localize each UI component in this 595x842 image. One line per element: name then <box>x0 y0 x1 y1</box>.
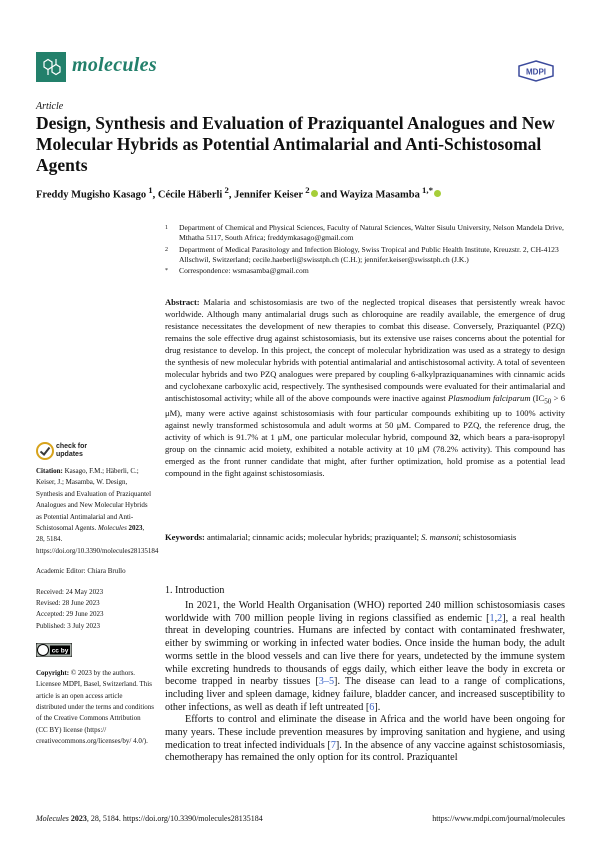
received-date: Received: 24 May 2023 <box>36 587 104 596</box>
reference-link[interactable]: 2 <box>497 612 503 624</box>
affiliation-item <box>165 245 565 266</box>
introduction-body <box>165 600 565 765</box>
orcid-icon[interactable] <box>434 190 441 197</box>
abstract: Abstract: Malaria and schistosomiasis are two of the neglected tropical diseases that persistently wreak havoc worldwide. Although many antimalarial drugs such as chloroquine are readily available, the emergence of drug resistance necessitates the development of new therapies to combat this disease. Conversely, Praziquantel (PZQ) remains the sole effective drug against schistosomiasis, but its extensive use raises concerns about the potential for drug resistance to develop. In this project, the concept of molecular hybridization was used as a strategy to design the synthesis of new molecular hybrids with potential antimalarial and antischistosomal activity. A total of seventeen molecular hybrids and two PZQ analogues were prepared by coupling 6-alkylpraziquanamines with cinnamic acids and cyclohexane carboxylic acid, respectively. The synthesised compounds were evaluated for their antimalarial and antischistosomal activity; while all of the above compounds were inactive against Plasmodium falciparum ($IC_{50} > 6$ μM), many were active against schistosomiasis with four particular compounds exhibiting up to 100% activity against newly transformed schistosomula and adult worms at 50 μM. Compared to PZQ, the reference drug, the activity of which is 91.7% at 1 μM, one particular molecular hybrid, compound 32, which bears a para-isopropyl group on the cinnamic acid moiety, exhibited a notable activity at 10 μM (78.2% activity). This compound has emerged as the front runner candidate that might, after further optimization, hold promise as a potential lead compound in the fight against schistosomiasis. <box>165 297 565 479</box>
reference-link[interactable]: 6 <box>369 701 375 713</box>
svg-text:MDPI: MDPI <box>526 67 546 77</box>
keywords-label: Keywords: <box>165 532 205 542</box>
mdpi-logo <box>517 60 555 82</box>
reference-link[interactable]: 7 <box>330 739 336 751</box>
footer-citation: Molecules 2023, 28, 5184. https://doi.org/10.3390/molecules28135184 <box>36 814 263 823</box>
author-affiliation-marker: 1 <box>146 185 153 195</box>
affiliation-text: Department of Medical Parasitology and Infection Biology, Swiss Tropical and Public Health Institute, Kreuzstr. 2, CH-4123 Allschwil, Switzerland; cecile.haeberli@swisstph.ch (C.H.); jennifer.keiser@swisstph.ch (J.K.) <box>179 244 559 264</box>
affiliation-number: 2 <box>165 246 168 253</box>
article-sidebar <box>36 466 159 748</box>
affiliation-number: 1 <box>165 225 168 231</box>
affiliation-text: Department of Chemical and Physical Sciences, Faculty of Natural Sciences, Walter Sisulu University, Nelson Mandela Drive, Mthatha 5117, South Africa; freddymkasago@gmail.com <box>179 223 564 243</box>
orcid-icon[interactable] <box>311 190 318 197</box>
article-type: Article <box>36 101 64 112</box>
author-affiliation-marker: 2 <box>222 185 229 195</box>
svg-text:cc by: cc by <box>51 647 69 655</box>
affiliation-item <box>165 266 565 276</box>
keywords: Keywords: antimalarial; cinnamic acids; molecular hybrids; praziquantel; S. mansoni; schistosomiasis <box>165 532 517 542</box>
reference-link[interactable]: 3–5 <box>318 676 335 688</box>
affiliations <box>165 223 565 277</box>
author-list: Freddy Mugisho Kasago $^1$, Cécile Häberli $^2$, Jennifer Keiser $^2$ and Wayiza Masamba $^{1,*}$ <box>36 185 566 201</box>
published-date: Published: 3 July 2023 <box>36 621 100 630</box>
paragraph: In 2021, the World Health Organisation (WHO) reported 240 million schistosomiasis cases worldwide with 700 million people living in regions classified as endemic [1,2], a real health threat in developing countries. Humans are infected by contact with contaminated freshwater, either by swimming or working in infected water bodies. Once inside the human body, the adult worms settle in the blood vessels and can live there for years, undetected by the immune system while excreting hundreds to thousands of eggs daily, which either leave the body in excreta or become trapped in nearby tissues [3–5]. The disease can lead to a range of complications, including liver and spleen damage, kidney failure, bladder cancer, and increased susceptibility to other infections, as well as death if left untreated [6]. <box>165 600 565 713</box>
correspondence-text: Correspondence: wsmasamba@gmail.com <box>179 266 309 276</box>
journal-name: molecules <box>72 54 157 76</box>
author-name: Freddy Mugisho Kasago <box>36 189 147 201</box>
affiliation-item <box>165 223 565 244</box>
check-for-updates-button[interactable]: check for updates <box>36 442 106 464</box>
cc-by-license-icon[interactable] <box>36 643 72 657</box>
author-affiliation-marker: 2 <box>303 185 310 195</box>
author-name: Wayiza Masamba <box>339 189 420 201</box>
author-name: Jennifer Keiser <box>234 189 304 201</box>
affiliation-number: * <box>165 268 168 275</box>
footer-journal-url[interactable]: https://www.mdpi.com/journal/molecules <box>432 814 565 823</box>
abstract-label: Abstract: <box>165 297 200 307</box>
citation: Citation: Kasago, F.M.; Häberli, C.; Keiser, J.; Masamba, W. Design, Synthesis and Evaluation of Praziquantel Analogues and New Molecular Hybrids as Potential Antimalarial and Anti-Schistosomal Agents. Molecules 2023, 28, 5184. https://doi.org/10.3390/molecules28135184 <box>36 467 159 555</box>
author-name: Cécile Häberli <box>157 189 223 201</box>
reference-link[interactable]: 1 <box>489 612 495 624</box>
article-title: Design, Synthesis and Evaluation of Praziquantel Analogues and New Molecular Hybrids as Potential Antimalarial and Anti-Schistosomal Agents <box>36 113 555 175</box>
journal-logo-icon <box>36 52 66 82</box>
copyright: Copyright: © 2023 by the authors. Licensee MDPI, Basel, Switzerland. This article is an open access article distributed under the terms and conditions of the Creative Commons Attribution (CC BY) license (https:// creativecommons.org/licenses/by/ 4.0/). <box>36 668 155 746</box>
check-updates-icon <box>36 442 54 460</box>
academic-editor: Academic Editor: Chiara Brullo <box>36 567 126 576</box>
paragraph: Efforts to control and eliminate the disease in Africa and the world have been ongoing for many years. These include prevention measures by improving sanitation and hygiene, and using medication to treat infected individuals [7]. In the absence of any vaccine against schistosomiasis, chemotherapy has remained the only option for its control. Praziquantel <box>165 714 565 764</box>
accepted-date: Accepted: 29 June 2023 <box>36 610 104 619</box>
section-heading-introduction: 1. Introduction <box>165 585 225 596</box>
revised-date: Revised: 28 June 2023 <box>36 599 100 608</box>
author-affiliation-marker: 1,* <box>419 185 433 195</box>
